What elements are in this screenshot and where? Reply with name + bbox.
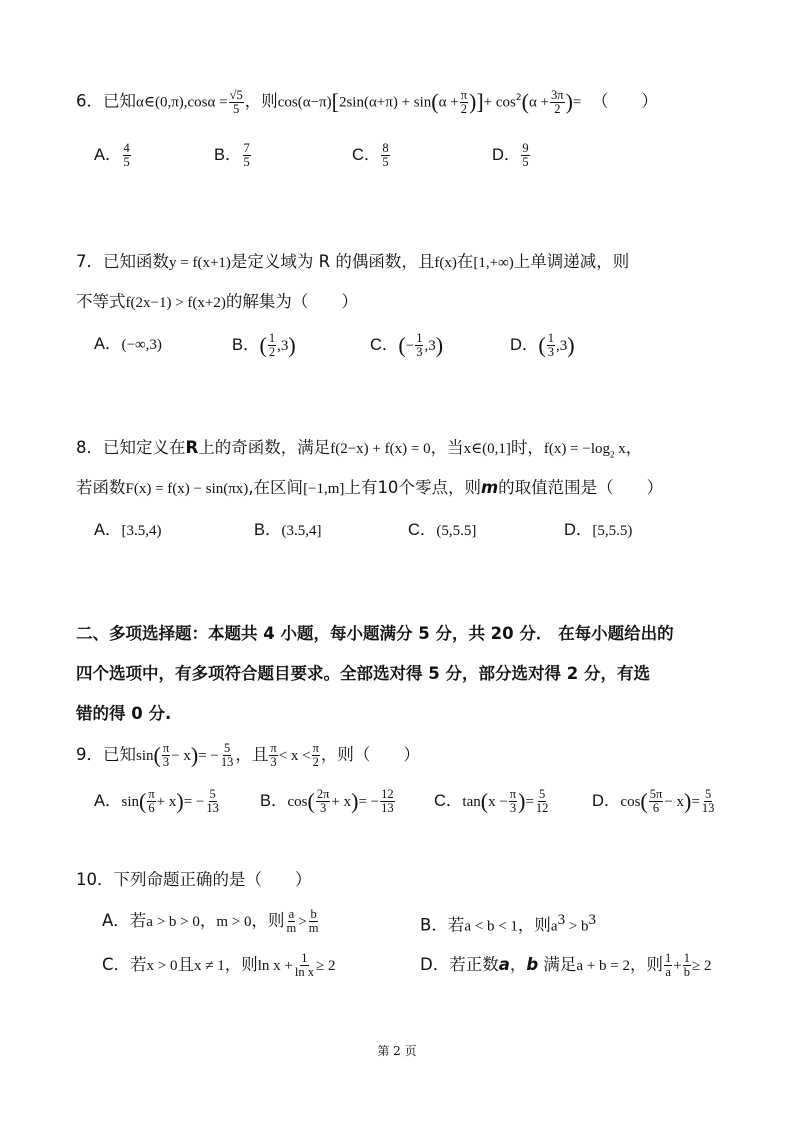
q6-option-d-label: D．: [492, 146, 521, 164]
q9-a-arg-den: 6: [148, 801, 155, 815]
q10-a-cond1: a > b > 0: [146, 914, 200, 930]
q9-c-value-num: 5: [539, 787, 546, 801]
q9-option-b-label: B．: [260, 792, 288, 810]
q9-eq: = −: [198, 748, 219, 764]
q9-lower: [269, 742, 277, 769]
q6-option-a-den: 5: [123, 155, 130, 169]
q8-text1: 8．已知定义在: [76, 438, 186, 457]
q10-b-exp1: 3: [557, 912, 566, 928]
q9-c-eq: =: [525, 794, 534, 810]
q9-b-value: [380, 788, 395, 815]
q10-d-frac1-num: 1: [665, 951, 672, 965]
q7-d-rest: ,3: [556, 338, 568, 354]
q10-d-plus: +: [673, 958, 682, 974]
q7-option-c: [370, 332, 443, 359]
q9-d-eq: =: [691, 794, 700, 810]
q9-option-c: [434, 788, 550, 815]
q10-option-a: [102, 908, 320, 935]
q10-d-frac2-den: b: [683, 965, 690, 979]
q10-a-frac1-den: m: [286, 921, 297, 935]
q10-c-t2: ，则: [224, 955, 258, 974]
q9-a-x: + x: [156, 794, 177, 810]
q6-paren2-open: (: [521, 89, 529, 114]
q9-c-x: x −: [488, 794, 508, 810]
q9-pi: π: [162, 741, 170, 755]
q7-b-den: 2: [268, 345, 276, 359]
q8-m: m: [480, 478, 499, 497]
q7-option-c-frac: [415, 332, 423, 359]
q10-d-a: a: [498, 955, 510, 974]
q10-c-frac: [294, 952, 315, 979]
q7-option-d-frac: [547, 332, 555, 359]
section-2-line3: 错的得 0 分.: [76, 704, 172, 723]
q7-c-rest: ,3: [424, 338, 436, 354]
q9-a-value-den: 13: [206, 801, 219, 815]
q7-interval: [1,+∞): [473, 255, 514, 271]
q10-c-cond2: x ≠ 1: [194, 958, 225, 974]
q9-a-eq: = −: [183, 794, 205, 810]
q10-a-gt: >: [298, 914, 307, 930]
q10-d-ge: ≥ 2: [691, 958, 712, 974]
q7-d-den: 3: [547, 345, 554, 359]
q7-d-paren-close: ): [567, 332, 575, 358]
q6-option-b: [214, 142, 252, 169]
q6-option-c: [352, 142, 391, 169]
q7-text5: 不等式: [76, 292, 126, 311]
q10-a-t1: ，: [199, 911, 217, 930]
q9-c-value-den: 12: [535, 801, 549, 815]
q9-paren-close: ): [190, 742, 199, 768]
q8-option-a-label: A．: [94, 521, 122, 539]
q9-d-fn: cos: [620, 794, 641, 810]
q7-c-sign: −: [405, 338, 415, 354]
q8-option-c-value: (5,5.5]: [436, 523, 477, 539]
q10-a-frac1-num: a: [288, 907, 295, 921]
q7-option-c-label: C．: [370, 336, 399, 354]
q9-sin: sin: [136, 748, 154, 764]
q7-c-paren-close: ): [435, 332, 444, 358]
q10-b-exp2: 3: [588, 912, 597, 928]
q10-c-ge: ≥ 2: [315, 958, 336, 974]
q6-comma: ，则: [244, 91, 278, 111]
section-2-line1: 二、多项选择题：本题共 4 小题，每小题满分 5 分，共 20 分． 在每小题给出的: [76, 624, 674, 643]
q10-a-label: A．若: [102, 911, 147, 930]
q9-d-value: [701, 788, 716, 815]
q10-c-t1: 且: [177, 955, 194, 974]
q10-d-t2: ，则: [630, 955, 663, 974]
q9-b-fn: cos: [287, 794, 308, 810]
q9-a-fn: sin: [121, 794, 140, 810]
q7-inequality: f(2x−1) > f(x+2): [125, 295, 226, 311]
q9-a-paren-close: ): [176, 788, 184, 814]
q7-d-paren-open: (: [538, 332, 546, 358]
q10-a-t2: ，则: [251, 911, 285, 930]
q7-text4: 上单调递减，则: [513, 252, 630, 271]
q9-d-paren-close: ): [684, 788, 692, 814]
q9-c-paren-close: ): [518, 788, 526, 814]
q10-d-frac1: [664, 952, 672, 979]
q9-b-x: + x: [331, 794, 352, 810]
q6-frac-num: √5: [229, 87, 243, 102]
q8-R: R: [185, 438, 199, 457]
q9-b-eq: = −: [358, 794, 380, 810]
q7-c-paren-open: (: [398, 332, 406, 358]
q9-b-arg-num: 2π: [316, 787, 330, 801]
q9-a-paren-open: (: [139, 788, 147, 814]
q7-b-paren-close: ): [288, 332, 296, 358]
q9-option-c-label: C．: [434, 792, 463, 810]
q8-option-b: [254, 518, 322, 543]
q10-b-t1: ，则: [517, 915, 551, 935]
q10-d-cond: a + b = 2: [576, 958, 630, 974]
q7-text3: 在: [456, 252, 474, 271]
q9-lower-num: π: [270, 741, 277, 755]
q6-option-a-label: A．: [94, 146, 122, 164]
q6-bracket-open: [: [331, 89, 339, 114]
q9-d-arg: [649, 788, 664, 815]
q6-paren-open: (: [431, 89, 439, 114]
q8-Fx: F(x) = f(x) − sin(πx): [125, 481, 249, 497]
question-9: [76, 742, 420, 769]
q6-square: 2: [515, 93, 522, 103]
q7-d-num: 1: [547, 331, 554, 345]
q8-option-d-label: D．: [564, 521, 593, 539]
q6-option-c-num: 8: [382, 141, 389, 155]
q6-expr3: α +: [438, 94, 459, 111]
q7-option-b-label: B．: [232, 336, 260, 354]
q10-c-lnx: ln x +: [257, 958, 293, 974]
q7-fx: f(x): [434, 255, 457, 271]
question-6: [76, 86, 658, 116]
q10-b-label: B．若: [420, 915, 465, 935]
q9-d-value-num: 5: [704, 787, 712, 801]
q6-bracket-close: ]: [476, 89, 484, 114]
q9-d-paren-open: (: [640, 788, 648, 814]
q10-c-frac-num: 1: [301, 951, 308, 965]
q10-option-d: [420, 952, 711, 979]
q8-option-b-label: B．: [254, 521, 282, 539]
q7-function: y = f(x+1): [169, 255, 231, 271]
q10-d-frac1-den: a: [665, 965, 671, 979]
section-2-line2: 四个选项中，有多项符合题目要求。全部选对得 5 分，部分选对得 2 分，有选: [76, 664, 650, 683]
question-8-line2: [76, 476, 663, 501]
q9-text1: 9．已知: [76, 745, 136, 764]
q8-text6: 若函数: [76, 478, 126, 497]
q8-option-c: [408, 518, 476, 543]
question-7-line1: [76, 250, 629, 275]
q8-text5: ，: [625, 438, 643, 457]
q7-c-num: 1: [416, 331, 423, 345]
q9-d-arg-den: 6: [652, 801, 660, 815]
q10-d-comma: ，: [509, 955, 527, 974]
q10-a-frac2-num: b: [310, 907, 317, 921]
q6-pi-over-2: [460, 89, 468, 116]
q7-option-d: [510, 332, 575, 359]
q9-a-value: [205, 788, 220, 815]
q6-option-a-num: 4: [123, 141, 130, 155]
q7-option-a: [94, 332, 162, 357]
q9-text3: ，则（ ）: [320, 745, 420, 764]
q10-d-t1: 满足: [538, 955, 577, 974]
q9-b-value-den: 13: [381, 801, 394, 815]
q6-option-c-den: 5: [382, 155, 389, 169]
q9-text2: ，且: [235, 745, 269, 764]
q9-c-arg-num: π: [509, 787, 517, 801]
q8-domain: x∈(0,1]: [463, 441, 511, 457]
q10-d-label: D．若正数: [420, 955, 499, 974]
q9-option-a: [94, 788, 221, 815]
q7-b-paren-open: (: [259, 332, 267, 358]
q9-a-arg: [147, 788, 155, 815]
q8-interval: [−1,m]: [303, 481, 345, 497]
q9-b-paren-close: ): [351, 788, 359, 814]
q9-lt: < x <: [278, 748, 311, 764]
q6-paren-close: ): [469, 89, 477, 114]
q8-option-c-label: C．: [408, 521, 437, 539]
q9-c-arg: [509, 788, 517, 815]
q8-option-d-value: [5,5.5): [592, 523, 633, 539]
q8-option-a: [94, 518, 162, 543]
q9-value-den: 13: [220, 755, 234, 769]
q10-a-frac2: [308, 908, 320, 935]
q6-option-d-den: 5: [522, 155, 529, 169]
q6-condition: α∈(0,π),cosα =: [136, 94, 228, 111]
q6-option-c-value: [381, 142, 389, 169]
q9-minus-x: − x: [171, 748, 191, 764]
q6-expr2: 2sin(α+π) + sin: [338, 94, 432, 111]
q9-value: [220, 742, 235, 769]
q8-log: f(x) = −log: [543, 441, 610, 457]
q7-b-rest: ,3: [277, 338, 289, 354]
q10-b-b: > b: [565, 918, 589, 935]
q7-option-a-value: (−∞,3): [121, 337, 162, 353]
q10-d-frac2: [683, 952, 691, 979]
page-footer: 第 2 页: [377, 1044, 417, 1058]
q10-b-cond: a < b < 1: [464, 918, 518, 935]
q6-answer-blank: （ ）: [591, 91, 658, 111]
q9-b-value-num: 12: [381, 787, 394, 801]
q7-option-a-label: A．: [94, 335, 122, 353]
q6-text: 已知: [103, 91, 136, 111]
q8-ten: 10: [377, 478, 399, 497]
q10-option-c: [102, 952, 335, 979]
q6-pi: π: [460, 87, 468, 102]
q6-expr4: + cos: [483, 94, 516, 111]
q9-b-paren-open: (: [307, 788, 315, 814]
q8-text3: ，当: [430, 438, 464, 457]
q9-d-arg-num: 5π: [649, 787, 663, 801]
q9-option-a-label: A．: [94, 792, 122, 810]
q10-c-frac-den: ln x: [294, 965, 314, 979]
q8-condition: f(2−x) + f(x) = 0: [330, 441, 431, 457]
q6-option-b-value: [243, 142, 251, 169]
q6-two: 2: [460, 101, 467, 116]
q10-c-cond1: x > 0: [146, 958, 178, 974]
q8-text9: 个零点，则: [398, 478, 481, 497]
q9-a-value-num: 5: [209, 787, 216, 801]
q7-option-b-frac: [268, 332, 276, 359]
q6-equals: =: [572, 94, 582, 111]
q6-option-b-num: 7: [243, 141, 250, 155]
q6-number: 6．: [76, 91, 103, 111]
question-10: 10．下列命题正确的是（ ）: [76, 870, 312, 889]
question-7-line2: [76, 290, 358, 315]
q6-sqrt5-over-5: [229, 89, 244, 116]
q9-option-b: [260, 788, 396, 815]
q9-c-value: [535, 788, 550, 815]
q8-text2: 上的奇函数，满足: [198, 438, 331, 457]
q8-text7: ,在区间: [248, 478, 304, 497]
q10-d-b: b: [526, 955, 539, 974]
q6-option-b-label: B．: [214, 146, 242, 164]
q10-a-frac2-den: m: [308, 921, 319, 935]
q6-option-b-den: 5: [243, 155, 250, 169]
q8-option-b-value: (3.5,4]: [281, 523, 322, 539]
q9-upper-num: π: [312, 741, 319, 755]
q9-d-x: − x: [664, 794, 685, 810]
q6-two2: 2: [554, 101, 561, 116]
q6-option-d-num: 9: [522, 141, 529, 155]
q7-option-b: [232, 332, 296, 359]
q9-c-paren-open: (: [480, 788, 489, 814]
q9-value-num: 5: [224, 741, 231, 755]
q7-text6: 的解集为（ ）: [225, 292, 358, 311]
q6-expr5: α +: [528, 94, 550, 111]
q10-a-cond2: m > 0: [216, 914, 252, 930]
q9-three: 3: [162, 755, 170, 769]
q6-3pi-over-2: [550, 89, 565, 116]
q8-text4: 时，: [510, 438, 544, 457]
q7-text2: 是定义域为 R 的偶函数，且: [230, 252, 435, 271]
q7-c-den: 3: [416, 345, 423, 359]
q8-text10: 的取值范围是（ ）: [498, 478, 664, 497]
q9-lower-den: 3: [270, 755, 277, 769]
q10-d-frac2-num: 1: [683, 951, 690, 965]
q9-c-fn: tan: [462, 794, 481, 810]
q9-d-value-den: 13: [701, 801, 715, 815]
q10-c-label: C．若: [102, 955, 147, 974]
q7-option-d-label: D．: [510, 336, 539, 354]
q8-option-a-value: [3.5,4): [121, 523, 162, 539]
q6-expr1: cos(α−π): [277, 94, 332, 111]
q8-log-arg: x: [614, 441, 626, 457]
q9-b-arg-den: 3: [320, 801, 327, 815]
q6-paren2-close: ): [565, 89, 573, 114]
q6-option-c-label: C．: [352, 146, 381, 164]
q7-b-num: 1: [268, 331, 276, 345]
q8-option-d: [564, 518, 632, 543]
q10-a-frac1: [286, 908, 298, 935]
q10-option-b: [420, 908, 596, 939]
q6-frac-den: 5: [233, 101, 240, 116]
q9-c-arg-den: 3: [509, 801, 517, 815]
q9-paren-open: (: [153, 742, 161, 768]
q9-option-d: [592, 788, 716, 815]
q9-option-d-label: D．: [592, 792, 621, 810]
q6-option-a-value: [123, 142, 131, 169]
q9-pi-over-3: [162, 742, 170, 769]
question-8-line1: [76, 436, 642, 466]
q6-option-d: [492, 142, 531, 169]
q9-a-arg-num: π: [148, 787, 155, 801]
q6-3pi: 3π: [551, 87, 564, 102]
q9-upper: [312, 742, 320, 769]
q7-text1: 7．已知函数: [76, 252, 169, 271]
q8-log-base: 2: [610, 449, 615, 460]
q10-b-a: a: [550, 918, 558, 935]
q6-option-a: [94, 142, 132, 169]
q9-upper-den: 2: [312, 755, 319, 769]
q6-option-d-value: [521, 142, 529, 169]
q9-b-arg: [316, 788, 331, 815]
q8-text8: 上有: [344, 478, 378, 497]
